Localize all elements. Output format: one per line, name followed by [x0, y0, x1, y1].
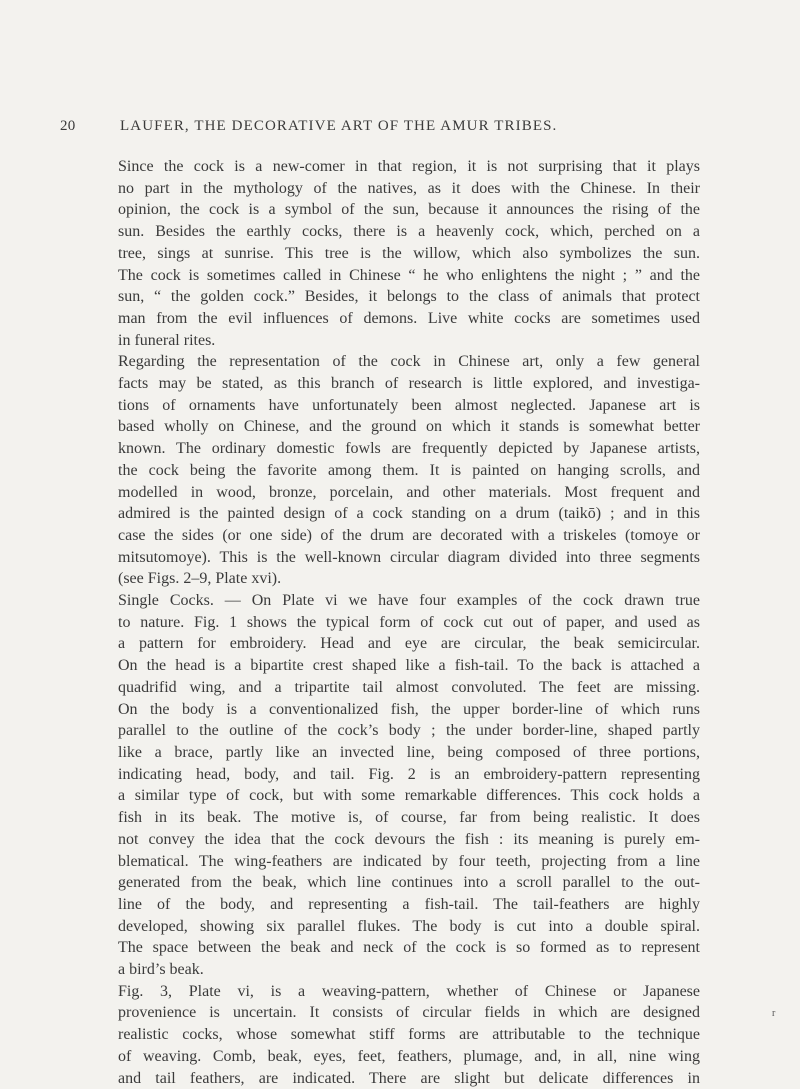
text-line: generated from the beak, which line continues into a scroll parallel to the out-: [118, 874, 700, 892]
text-line: parallel to the outline of the cock’s body ; the under border-line, shaped partly: [118, 722, 700, 740]
running-header: [60, 118, 740, 140]
text-line: modelled in wood, bronze, porcelain, and other materials. Most frequent and: [118, 483, 700, 501]
text-line: The cock is sometimes called in Chinese “ he who enlightens the night ; ” and the: [118, 266, 700, 284]
text-line: Fig. 3, Plate vi, is a weaving-pattern, whether of Chinese or Japanese: [118, 982, 700, 1000]
running-title: LAUFER, THE DECORATIVE ART OF THE AMUR TRIBES.: [120, 118, 558, 134]
text-line: a pattern for embroidery. Head and eye are circular, the beak semicircular.: [118, 635, 700, 653]
text-line: Single Cocks. — On Plate vi we have four examples of the cock drawn true: [118, 592, 700, 610]
text-line: The space between the beak and neck of the cock is so formed as to represent: [118, 939, 700, 957]
text-line: On the body is a conventionalized fish, the upper border-line of which runs: [118, 700, 700, 718]
text-line: in funeral rites.: [118, 331, 216, 349]
text-line: (see Figs. 2–9, Plate xvi).: [118, 570, 282, 588]
text-line: Since the cock is a new-comer in that region, it is not surprising that it plays: [118, 158, 700, 175]
text-line: opinion, the cock is a symbol of the sun, because it announces the rising of the: [118, 201, 700, 219]
text-line: Regarding the representation of the cock in Chinese art, only a few general: [118, 353, 700, 371]
paragraph-4: [88, 981, 700, 1089]
text-line: blematical. The wing-feathers are indicated by four teeth, projecting from a line: [118, 852, 700, 870]
text-line: indicating head, body, and tail. Fig. 2 is an embroidery-pattern representing: [118, 765, 700, 783]
text-line: to nature. Fig. 1 shows the typical form of cock cut out of paper, and used as: [118, 613, 700, 631]
text-line: admired is the painted design of a cock standing on a drum (taikō) ; and in this: [118, 505, 700, 523]
text-line: man from the evil influences of demons. Live white cocks are sometimes used: [118, 309, 700, 327]
paragraph-3: [88, 590, 700, 981]
text-line: and tail feathers, are indicated. There are slight but delicate differences in: [118, 1069, 700, 1087]
text-line: mitsutomoye). This is the well-known circular diagram divided into three segments: [118, 548, 700, 566]
text-line: facts may be stated, as this branch of research is little explored, and investiga-: [118, 375, 700, 393]
text-line: tions of ornaments have unfortunately been almost neglected. Japanese art is: [118, 396, 700, 414]
text-line: quadrifid wing, and a tripartite tail almost convoluted. The feet are missing.: [118, 678, 700, 696]
text-line: sun. Besides the earthly cocks, there is a heavenly cock, which, perched on a: [118, 223, 700, 241]
text-line: based wholly on Chinese, and the ground on which it stands is somewhat better: [118, 418, 700, 436]
text-line: provenience is uncertain. It consists of circular fields in which are designed: [118, 1004, 700, 1022]
text-line: case the sides (or one side) of the drum are decorated with a triskeles (tomoye or: [118, 526, 700, 544]
body-text: [88, 156, 700, 1089]
paragraph-2: [88, 351, 700, 590]
text-line: developed, showing six parallel flukes. The body is cut into a double spiral.: [118, 917, 700, 935]
text-line: a bird’s beak.: [118, 961, 204, 979]
text-line: realistic cocks, whose somewhat stiff forms are attributable to the technique: [118, 1026, 700, 1044]
text-line: the cock being the favorite among them. It is painted on hanging scrolls, and: [118, 461, 700, 479]
text-line: known. The ordinary domestic fowls are frequently depicted by Japanese artists,: [118, 440, 700, 458]
text-line: sun, “ the golden cock.” Besides, it belongs to the class of animals that protect: [118, 288, 700, 306]
text-line: tree, sings at sunrise. This tree is the willow, which also symbolizes the sun.: [118, 244, 700, 262]
text-line: of weaving. Comb, beak, eyes, feet, feathers, plumage, and, in all, nine wing: [118, 1047, 700, 1065]
text-line: line of the body, and representing a fish-tail. The tail-feathers are highly: [118, 895, 700, 913]
page-number: 20: [60, 118, 76, 134]
text-line: like a brace, partly like an invected line, being composed of three portions,: [118, 743, 700, 761]
text-line: On the head is a bipartite crest shaped like a fish-tail. To the back is attached a: [118, 657, 700, 675]
text-line: no part in the mythology of the natives, as it does with the Chinese. In their: [118, 179, 700, 197]
printer-mark: r: [772, 1008, 776, 1019]
text-line: fish in its beak. The motive is, of course, far from being realistic. It does: [118, 809, 700, 827]
text-line: a similar type of cock, but with some remarkable differences. This cock holds a: [118, 787, 700, 805]
text-line: not convey the idea that the cock devours the fish : its meaning is purely em-: [118, 830, 700, 848]
paragraph-1: [88, 156, 700, 351]
